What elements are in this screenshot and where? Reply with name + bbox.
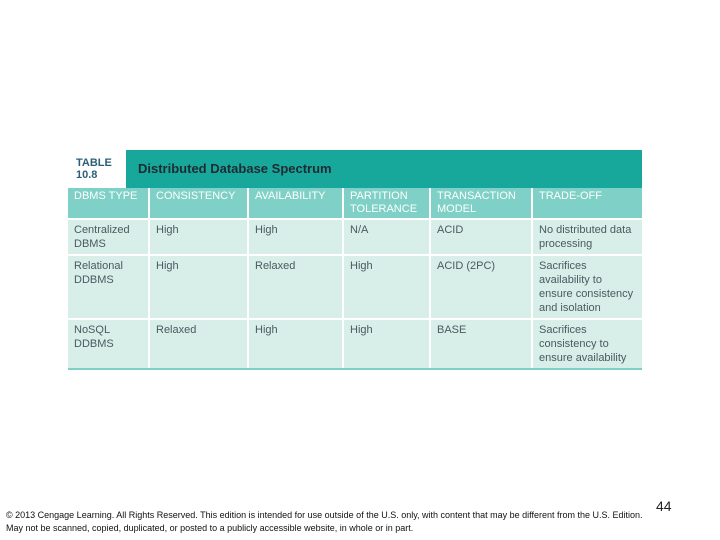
copyright-line: © 2013 Cengage Learning. All Rights Reserved. This edition is intended for use outside of the U.S. only, with content that may be different from the U.S. Edition.: [6, 510, 643, 520]
table-cell: Relaxed: [149, 319, 248, 369]
table-title: Distributed Database Spectrum: [138, 160, 332, 176]
table-cell: High: [248, 219, 343, 255]
column-header: TRANSACTION MODEL: [430, 188, 532, 219]
table-cell: No distributed data processing: [532, 219, 642, 255]
table-number-tag: [68, 150, 126, 188]
table-cell: High: [343, 255, 430, 319]
page-number: 44: [656, 498, 672, 514]
table-row: [68, 219, 642, 255]
distributed-database-table: [68, 188, 642, 370]
table-cell: ACID: [430, 219, 532, 255]
table-cell: Sacrifices availability to ensure consistency and isolation: [532, 255, 642, 319]
table-row: [68, 319, 642, 369]
table-cell: Relaxed: [248, 255, 343, 319]
table-figure: [68, 150, 642, 370]
table-cell: High: [343, 319, 430, 369]
table-tag-label: TABLE: [76, 157, 112, 169]
table-cell: Centralized DBMS: [68, 219, 149, 255]
column-header: DBMS TYPE: [68, 188, 149, 219]
copyright-notice: [6, 509, 718, 535]
table-header-row: [68, 188, 642, 219]
table-cell: N/A: [343, 219, 430, 255]
column-header: TRADE-OFF: [532, 188, 642, 219]
table-cell: Relational DDBMS: [68, 255, 149, 319]
table-cell: NoSQL DDBMS: [68, 319, 149, 369]
table-header: [68, 150, 642, 188]
table-cell: High: [149, 255, 248, 319]
table-cell: High: [248, 319, 343, 369]
copyright-line: May not be scanned, copied, duplicated, or posted to a publicly accessible website, in whole or in part.: [6, 523, 414, 533]
table-tag-number: 10.8: [76, 169, 98, 181]
table-title-bar: [126, 150, 642, 188]
table-row: [68, 255, 642, 319]
table-cell: BASE: [430, 319, 532, 369]
table-cell: Sacrifices consistency to ensure availability: [532, 319, 642, 369]
column-header: PARTITION TOLERANCE: [343, 188, 430, 219]
table-cell: High: [149, 219, 248, 255]
column-header: AVAILABILITY: [248, 188, 343, 219]
column-header: CONSISTENCY: [149, 188, 248, 219]
table-cell: ACID (2PC): [430, 255, 532, 319]
